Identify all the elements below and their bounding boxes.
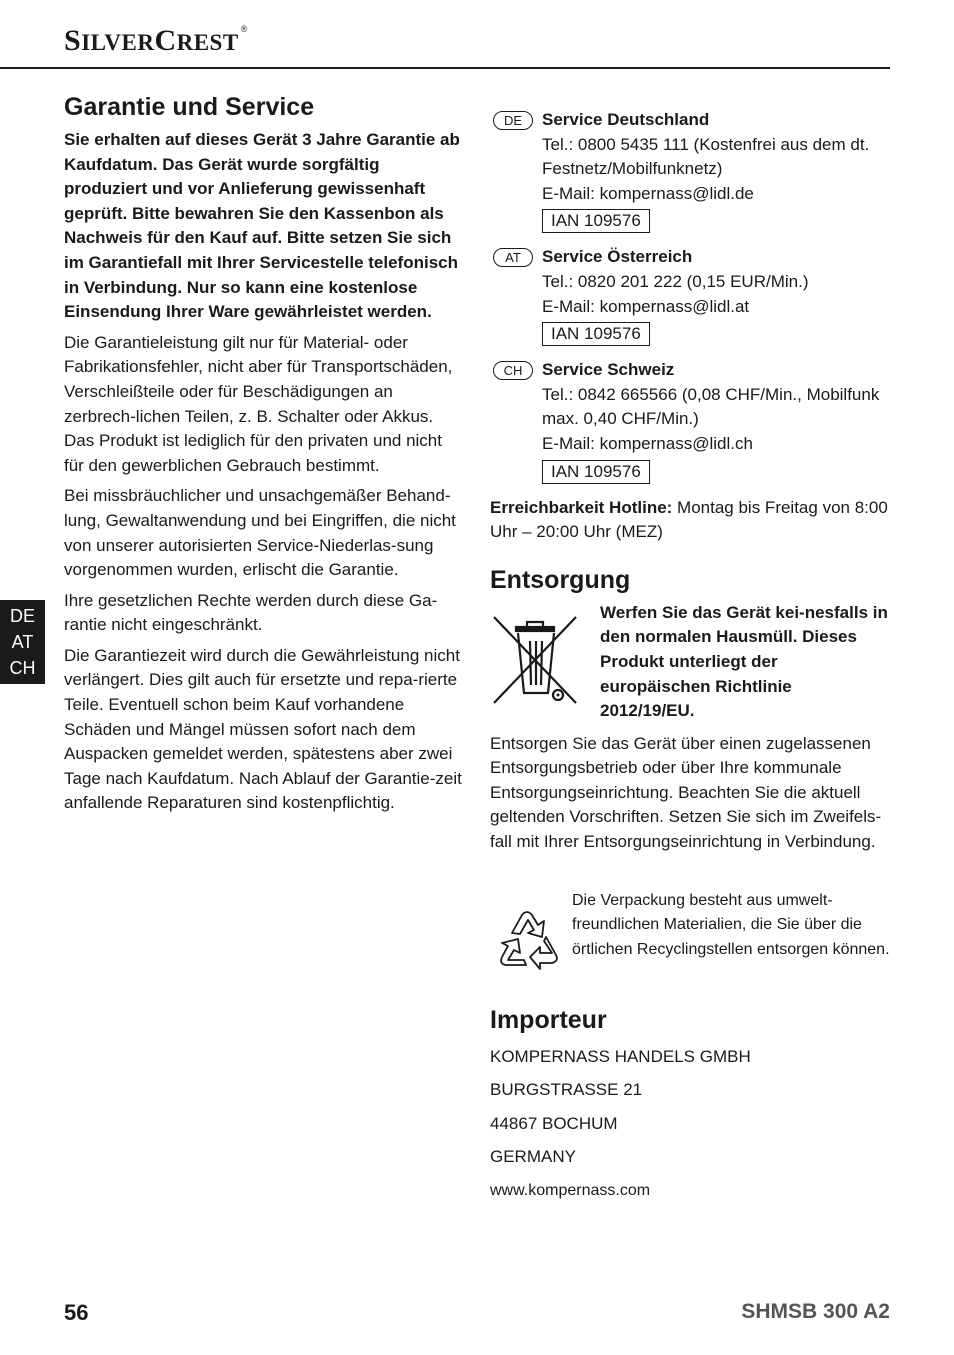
disposal-warning-text: Werfen Sie das Gerät kei-nesfalls in den normalen Hausmüll. Dieses Produkt unterliegt der europäischen Richtlinie 2012/19/EU.	[600, 602, 888, 721]
garantie-paragraph: Bei missbräuchlicher und unsachgemäßer Behand-lung, Gewaltanwendung und bei Eingriffen, die nicht von unserer autorisierten Service-Niederlas-sung vorgenommen wurden, erlischt die Garantie.	[64, 486, 456, 580]
garantie-paragraph: Ihre gesetzlichen Rechte werden durch diese Ga-rantie nicht eingeschränkt.	[64, 590, 438, 635]
crossed-bin-icon	[490, 605, 580, 715]
packaging-text: Die Verpackung besteht aus umwelt-freundlichen Materialien, die Sie über die örtlichen Recyclingstellen entsorgen können.	[572, 891, 890, 958]
right-column	[490, 108, 890, 1213]
language-at: AT	[11, 632, 34, 652]
hotline-info	[490, 496, 890, 545]
hotline-hours: Montag bis Freitag von 8:00 Uhr – 20:00 Uhr (MEZ)	[490, 497, 888, 542]
language-de: DE	[9, 606, 35, 626]
registered-mark: ®	[240, 24, 248, 34]
garantie-paragraph: Die Garantieleistung gilt nur für Material- oder Fabrikationsfehler, nicht aber für Transportschäden, Verschleißteile oder für Beschädigungen an zerbrech-lichen Teilen, z. B. Schalter oder Akkus. Das Produkt ist lediglich für den privaten und nicht für den gewerblichen Gebrauch bestimmt.	[64, 332, 453, 475]
brand-logo	[64, 24, 248, 58]
importer-address-line: 44867 BOCHUM	[490, 1113, 618, 1133]
page-number: 56	[64, 1300, 89, 1325]
model-number: SHMSB 300 A2	[741, 1300, 890, 1323]
service-email: E-Mail: kompernass@lidl.ch	[542, 433, 753, 453]
ian-box: IAN 109576	[542, 460, 650, 484]
country-badge: DE	[493, 111, 533, 130]
service-phone: Tel.: 0820 201 222 (0,15 EUR/Min.)	[542, 271, 809, 291]
left-column	[64, 92, 466, 822]
language-tab	[0, 600, 45, 684]
logo-letter: C	[154, 24, 177, 57]
garantie-intro: Sie erhalten auf dieses Gerät 3 Jahre Garantie ab Kaufdatum. Das Gerät wurde sorgfältig produziert und vor Anlieferung gewissenhaft geprüft. Bitte bewahren Sie den Kassenbon als Nachweis für den Kauf auf. Bitte setzen Sie sich im Garantiefall mit Ihrer Servicestelle telefonisch in Verbindung. Nur so kann eine kostenlose Einsendung Ihrer Ware gewährleistet werden.	[64, 130, 460, 322]
service-title: Service Schweiz	[542, 360, 675, 380]
ian-box: IAN 109576	[542, 209, 650, 233]
logo-letters: ILVER	[81, 30, 155, 55]
importer-address-line: BURGSTRASSE 21	[490, 1080, 643, 1100]
section-heading-garantie: Garantie und Service	[64, 93, 315, 121]
garantie-paragraph: Die Garantiezeit wird durch die Gewährleistung nicht verlängert. Dies gilt auch für ersetzte und repa-rierte Teile. Eventuell schon beim Kauf vorhandene Schäden und Mängel müssen sofort nach dem Auspacken gemeldet werden, spätestens aber zwei Tage nach Kaufdatum. Nach Ablauf der Garantie-zeit anfallende Reparaturen sind kostenpflichtig.	[64, 645, 462, 813]
importer-address-line: KOMPERNASS HANDELS GMBH	[490, 1046, 751, 1066]
service-phone: Tel.: 0800 5435 111 (Kostenfrei aus dem dt. Festnetz/Mobilfunknetz)	[542, 134, 870, 179]
service-block-de	[490, 108, 890, 233]
packaging-note	[490, 889, 890, 977]
service-title: Service Deutschland	[542, 110, 710, 129]
logo-letters: REST	[176, 30, 239, 55]
country-badge: AT	[493, 248, 533, 267]
service-block-ch	[490, 358, 890, 483]
service-block-at	[490, 245, 890, 346]
section-heading-importeur: Importeur	[490, 1005, 607, 1034]
section-heading-entsorgung: Entsorgung	[490, 565, 631, 594]
service-email: E-Mail: kompernass@lidl.de	[542, 183, 754, 203]
header-rule	[0, 67, 890, 69]
recycle-icon	[490, 903, 564, 977]
disposal-warning	[490, 601, 890, 724]
service-email: E-Mail: kompernass@lidl.at	[542, 296, 750, 316]
logo-letter: S	[64, 24, 82, 57]
importer-address-line: GERMANY	[490, 1147, 576, 1167]
ian-box: IAN 109576	[542, 322, 650, 346]
disposal-body: Entsorgen Sie das Gerät über einen zugelassenen Entsorgungsbetrieb oder über Ihre kommunale Entsorgungseinrichtung. Beachten Sie die aktuell geltenden Vorschriften. Setzen Sie sich im Zweifels-fall mit Ihrer Entsorgungseinrichtung in Verbindung.	[490, 733, 882, 852]
service-title: Service Österreich	[542, 247, 693, 267]
language-ch: CH	[9, 658, 36, 678]
hotline-label: Erreichbarkeit Hotline:	[490, 497, 673, 517]
country-badge: CH	[493, 361, 533, 380]
service-phone: Tel.: 0842 665566 (0,08 CHF/Min., Mobilfunk max. 0,40 CHF/Min.)	[542, 384, 880, 429]
importer-website: www.kompernass.com	[490, 1182, 651, 1200]
